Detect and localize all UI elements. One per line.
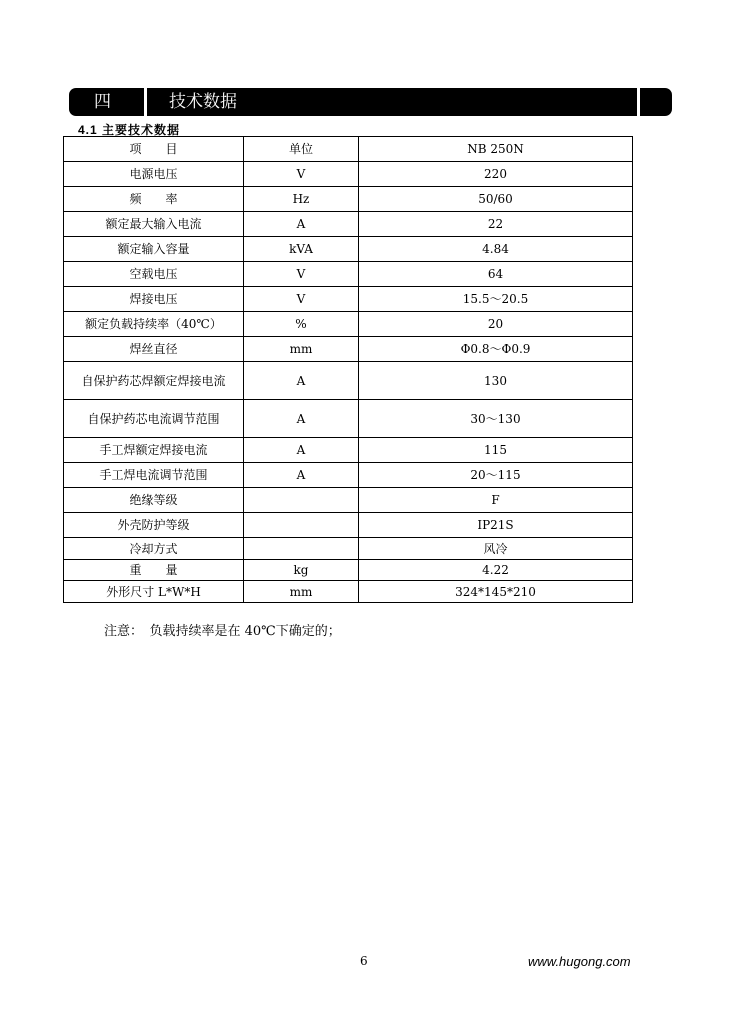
row-value: 130 [359, 362, 633, 400]
row-label: 自保护药芯电流调节范围 [64, 400, 244, 438]
row-label: 焊接电压 [64, 287, 244, 312]
row-unit: A [244, 362, 359, 400]
row-value: 4.22 [359, 560, 633, 581]
table-row [64, 581, 633, 603]
table-header-row [64, 137, 633, 162]
header-model: NB 250N [359, 137, 633, 162]
row-unit: A [244, 400, 359, 438]
row-label: 绝缘等级 [64, 488, 244, 513]
row-value: F [359, 488, 633, 513]
row-label: 外壳防护等级 [64, 513, 244, 538]
row-label: 手工焊电流调节范围 [64, 463, 244, 488]
row-value: 50/60 [359, 187, 633, 212]
row-unit: mm [244, 581, 359, 603]
website-url: www.hugong.com [528, 954, 631, 969]
row-unit: mm [244, 337, 359, 362]
row-unit: kVA [244, 237, 359, 262]
row-unit: A [244, 463, 359, 488]
row-value: 4.84 [359, 237, 633, 262]
row-unit: A [244, 212, 359, 237]
row-value: 220 [359, 162, 633, 187]
row-value: 15.5～20.5 [359, 287, 633, 312]
header-item: 项 目 [64, 137, 244, 162]
section-title: 技术数据 [147, 88, 637, 116]
row-value: 风冷 [359, 538, 633, 560]
row-unit: V [244, 162, 359, 187]
row-label: 额定最大输入电流 [64, 212, 244, 237]
table-row [64, 488, 633, 513]
table-row [64, 513, 633, 538]
table-row [64, 237, 633, 262]
row-value: 22 [359, 212, 633, 237]
row-value: 30～130 [359, 400, 633, 438]
table-row [64, 438, 633, 463]
row-label: 冷却方式 [64, 538, 244, 560]
row-label: 额定输入容量 [64, 237, 244, 262]
row-unit: A [244, 438, 359, 463]
table-row [64, 337, 633, 362]
table-row [64, 187, 633, 212]
row-label: 空载电压 [64, 262, 244, 287]
table-row [64, 312, 633, 337]
row-unit [244, 513, 359, 538]
page-number: 6 [360, 954, 368, 968]
row-unit: Hz [244, 187, 359, 212]
row-unit: V [244, 262, 359, 287]
spec-table [63, 136, 633, 603]
row-label: 外形尺寸 L*W*H [64, 581, 244, 603]
row-value: 20 [359, 312, 633, 337]
row-label: 电源电压 [64, 162, 244, 187]
footnote: 注意： 负载持续率是在 40℃下确定的； [104, 624, 341, 639]
table-row [64, 463, 633, 488]
row-value: IP21S [359, 513, 633, 538]
table-row [64, 560, 633, 581]
row-unit [244, 538, 359, 560]
table-row [64, 362, 633, 400]
row-label: 焊丝直径 [64, 337, 244, 362]
row-unit: kg [244, 560, 359, 581]
table-row [64, 400, 633, 438]
banner-end-cap [640, 88, 672, 116]
row-label: 频 率 [64, 187, 244, 212]
row-value: 64 [359, 262, 633, 287]
subheading: 4.1 主要技术数据 [78, 123, 181, 137]
row-unit: % [244, 312, 359, 337]
row-label: 额定负载持续率（40℃） [64, 312, 244, 337]
table-row [64, 287, 633, 312]
row-label: 重 量 [64, 560, 244, 581]
table-row [64, 212, 633, 237]
section-number: 四 [69, 88, 144, 116]
header-unit: 单位 [244, 137, 359, 162]
row-value: 324*145*210 [359, 581, 633, 603]
table-row [64, 262, 633, 287]
table-row [64, 162, 633, 187]
row-label: 手工焊额定焊接电流 [64, 438, 244, 463]
row-unit: V [244, 287, 359, 312]
table-row [64, 538, 633, 560]
row-value: 115 [359, 438, 633, 463]
row-value: 20～115 [359, 463, 633, 488]
row-value: Φ0.8～Φ0.9 [359, 337, 633, 362]
row-label: 自保护药芯焊额定焊接电流 [64, 362, 244, 400]
row-unit [244, 488, 359, 513]
